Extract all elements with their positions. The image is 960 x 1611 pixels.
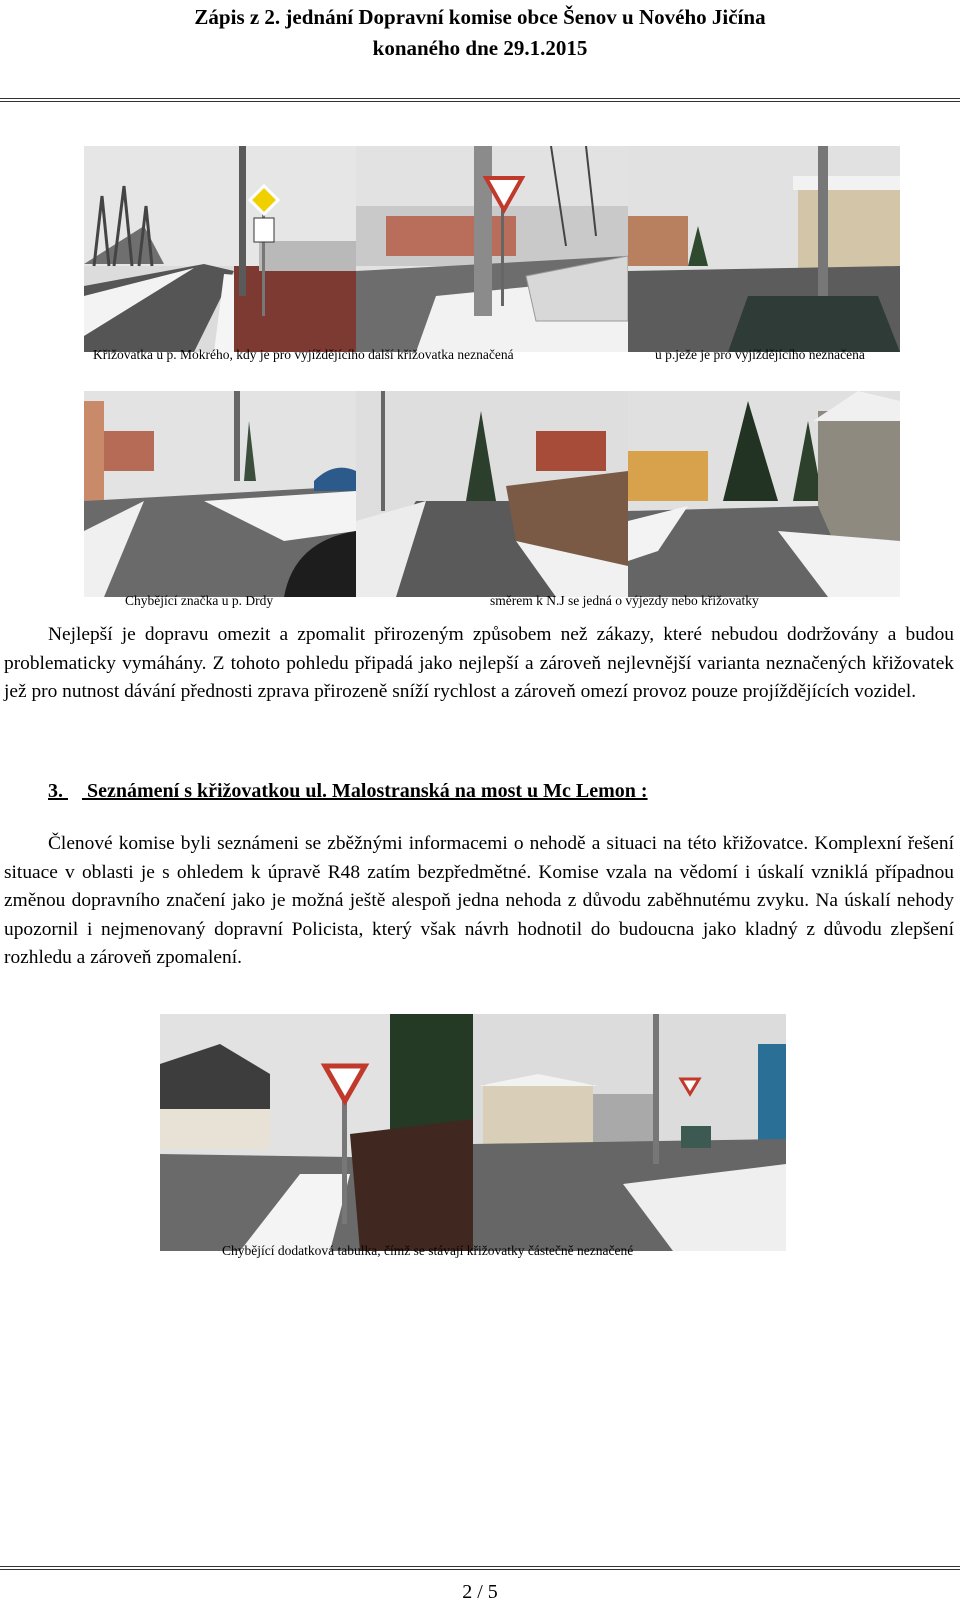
photo-street-mokry: [84, 146, 356, 352]
header-divider: [0, 98, 960, 102]
body-paragraph-1: [4, 621, 954, 707]
photo-house-car: [628, 146, 900, 352]
section-heading: [48, 778, 648, 804]
page-title-line2: konaného dne 29.1.2015: [372, 36, 588, 60]
caption-row1-right: u p.ježe je pro vyjíždějícího neznačena: [655, 347, 865, 362]
photo-fence-road: [356, 391, 628, 597]
caption-row1-left: Křižovatka u p. Mokrého, kdy je pro vyjíždějícího další křižovatka neznačená: [93, 347, 514, 362]
body-paragraph-2: [4, 830, 954, 973]
page-number: 2 / 5: [462, 1581, 498, 1603]
photo-yellow-house: [628, 391, 900, 597]
photo-crossroad-houses: [473, 1014, 786, 1251]
paragraph-text: Nejlepší je dopravu omezit a zpomalit přirozeným způsobem než zákazy, které nebudou dodržovány a budou problematicky vymáhány. Z tohoto pohledu připadá jako nejlepší a zároveň nejlevnější varianta neznačených křižovatek jež pro nutnost dávání přednosti zprava přirozeně sníží rychlost a zároveň omezí provoz pouze projíždějících vozidel.: [4, 624, 954, 703]
photo-street-drda: [84, 391, 356, 597]
caption-row3: Chybějící dodatková tabulka, čímž se stávají křižovatky částečně neznačené: [222, 1243, 634, 1258]
footer-divider: [0, 1566, 960, 1570]
caption-row2-left: Chybějící značka u p. Drdy: [125, 593, 274, 608]
photo-yield-sign-corner: [356, 146, 628, 352]
page-title-line1: Zápis z 2. jednání Dopravní komise obce Šenov u Nového Jičína: [194, 5, 766, 29]
photo-yield-sign-fence: [160, 1014, 473, 1251]
paragraph-text: Členové komise byli seznámeni se zběžnými informacemi o nehodě a situaci na této křižovatce. Komplexní řešení situace v oblasti je s ohledem k úpravě R48 zatím bezpředmětné. Komise vzala na vědomí i úskalí vzniklá případnou změnou dopravního značení jako je možná ještě alespoň jedna nehoda z důvodu zaběhnutému zvyku. Na úskalí nehody upozornil i nejmenovaný dopravní Policista, který však návrh hodnotil do budoucna jako kladný z důvodu zlepšení rozhledu a zároveň zpomalení.: [4, 833, 954, 969]
section-title: Seznámení s křižovatkou ul. Malostranská na most u Mc Lemon :: [87, 780, 648, 802]
caption-row2-right: směrem k N.J se jedná o výjezdy nebo křižovatky: [490, 593, 759, 608]
section-number: 3.: [48, 780, 63, 802]
